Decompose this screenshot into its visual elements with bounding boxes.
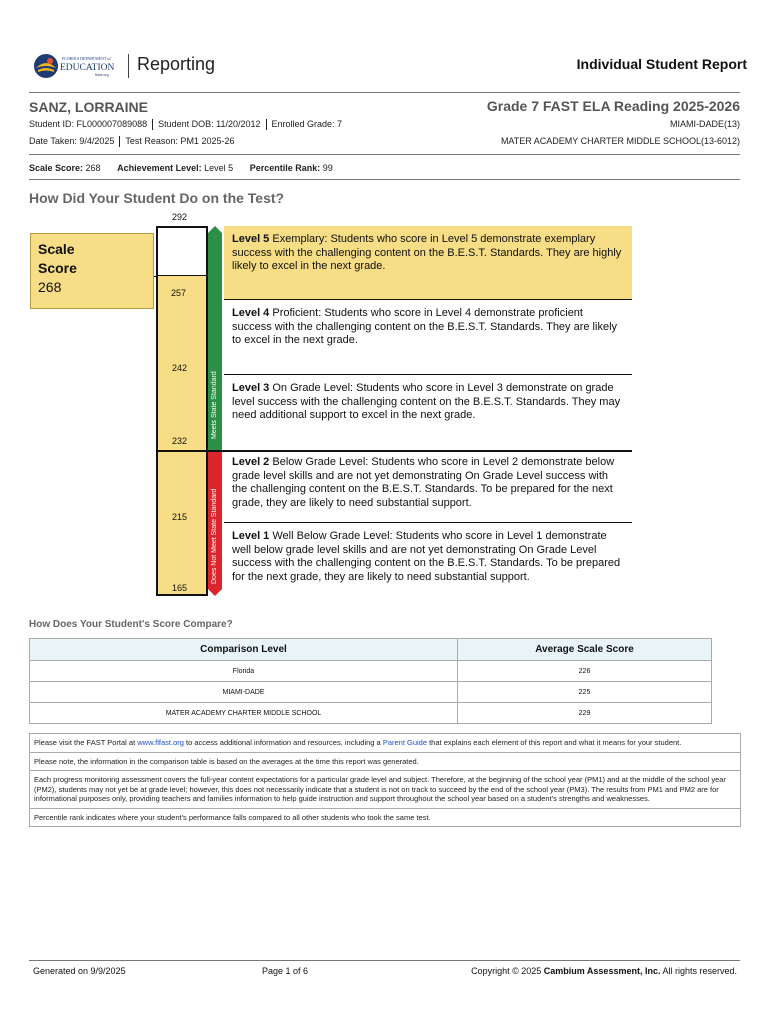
copyright-text: Copyright © 2025 xyxy=(471,966,544,976)
level-1-description xyxy=(224,523,632,584)
column-header: Average Scale Score xyxy=(458,639,712,661)
level-text: Well Below Grade Level: Students who score in Level 1 demonstrate well below grade level skills and are not yet demonstrating On Grade Level success with the challenging content on the B.E.S.T. Standards. To be prepared for the next grade, they are likely to need substantial support. xyxy=(232,530,621,583)
meets-arrow-icon xyxy=(208,226,222,233)
compare-title: How Does Your Student's Score Compare? xyxy=(29,619,233,630)
student-info-line xyxy=(29,119,342,130)
not-meets-standard-label: Does Not Meet State Standard xyxy=(211,488,218,584)
scale-mark: 215 xyxy=(172,512,188,522)
notes-box xyxy=(29,733,741,827)
fldoe-seal-icon xyxy=(33,52,125,80)
level-text: Proficient: Students who score in Level 4 demonstrate proficient success with the challenging content on the B.E.S.T. Standards. They are likely to excel in the next grade. xyxy=(232,307,618,346)
test-title: Grade 7 FAST ELA Reading 2025-2026 xyxy=(486,98,740,114)
fast-portal-link[interactable]: www.flfast.org xyxy=(137,738,184,747)
svg-text:EDUCATION: EDUCATION xyxy=(60,63,115,73)
date-taken: Date Taken: 9/4/2025 xyxy=(29,136,115,146)
scale-top-mark: 292 xyxy=(172,212,188,222)
table-header-row xyxy=(30,639,712,661)
fldoe-logo xyxy=(33,52,125,80)
note-text: Please visit the FAST Portal at xyxy=(34,738,138,747)
table-row xyxy=(30,703,712,724)
level-text: Exemplary: Students who score in Level 5 demonstrate exemplary success with the challenging content on the B.E.S.T. Standards. They are highly likely to excel in the next grade. xyxy=(232,233,622,272)
average-score-cell: 225 xyxy=(458,682,712,703)
report-type-title: Individual Student Report xyxy=(576,56,747,72)
level-text: Below Grade Level: Students who score in Level 2 demonstrate below grade level skills and are not yet demonstrating On Grade Level success with the challenging content on the B.E.S.T. Standards. To be prepared for the next grade, they are likely to need substantial support. xyxy=(232,456,615,509)
level-name: Level 1 xyxy=(232,530,270,542)
divider xyxy=(29,92,740,93)
scale-mark: 257 xyxy=(171,288,187,298)
achievement-level-value: Level 5 xyxy=(204,163,234,173)
copyright-text: All rights reserved. xyxy=(660,966,737,976)
test-reason: Test Reason: PM1 2025-26 xyxy=(125,136,235,146)
copyright xyxy=(471,966,737,976)
student-id: Student ID: FL000007089088 xyxy=(29,119,148,129)
section-title: How Did Your Student Do on the Test? xyxy=(29,190,285,206)
score-column-above xyxy=(158,228,206,275)
scale-mark: 165 xyxy=(172,583,188,593)
generated-date: Generated on 9/9/2025 xyxy=(33,966,126,976)
enrolled-grade: Enrolled Grade: 7 xyxy=(271,119,343,129)
achievement-level-label: Achievement Level: xyxy=(117,163,202,173)
note-portal xyxy=(29,733,741,752)
score-summary xyxy=(29,163,333,173)
average-score-cell: 229 xyxy=(458,703,712,724)
scale-mark: 232 xyxy=(172,436,188,446)
level-5-description xyxy=(224,226,632,299)
comparison-level-cell: MIAMI-DADE xyxy=(30,682,458,703)
level-2-description xyxy=(224,449,632,510)
comparison-table xyxy=(29,638,712,724)
comparison-level-cell: MATER ACADEMY CHARTER MIDDLE SCHOOL xyxy=(30,703,458,724)
level-4-description xyxy=(224,300,632,348)
scale-box-value: 268 xyxy=(38,279,62,295)
note-progress-monitoring: Each progress monitoring assessment covers the full-year content expectations for a particular grade level and subject. Therefore, at the beginning of the school year (PM1) and at the middle of the school year (PM2), students may not yet be at grade level; however, this does not necessarily indicate that a student is not on track to succeed by the end of the school year (PM3). The results from PM1 and PM2 are for informational purposes only, providing teachers and families information to help guide instruction and support throughout the school year based on a student's strengths and weaknesses. xyxy=(29,770,741,808)
student-name: SANZ, LORRAINE xyxy=(29,99,148,115)
svg-text:fldoe.org: fldoe.org xyxy=(95,73,109,77)
scale-mark: 242 xyxy=(172,363,188,373)
page-number: Page 1 of 6 xyxy=(262,966,309,976)
school: MATER ACADEMY CHARTER MIDDLE SCHOOL(13-6012) xyxy=(500,136,740,146)
meets-standard-bar xyxy=(208,233,222,450)
percentile-rank-label: Percentile Rank: xyxy=(249,163,321,173)
score-marker xyxy=(158,275,206,276)
scale-score-box xyxy=(30,233,154,309)
scale-score-label: Scale Score: xyxy=(29,163,84,173)
scale-box-label: Score xyxy=(38,260,77,276)
table-row xyxy=(30,661,712,682)
logo-separator xyxy=(128,54,129,78)
level-name: Level 2 xyxy=(232,456,270,468)
reporting-title: Reporting xyxy=(137,54,216,74)
level-name: Level 4 xyxy=(232,307,270,319)
not-meets-arrow-icon xyxy=(208,589,222,596)
table-row xyxy=(30,682,712,703)
test-info-line xyxy=(29,136,234,147)
parent-guide-link[interactable]: Parent Guide xyxy=(382,738,428,747)
student-dob: Student DOB: 11/20/2012 xyxy=(158,119,261,129)
scale-box-label: Scale xyxy=(38,241,75,257)
level-name: Level 5 xyxy=(232,233,270,245)
svg-text:FLORIDA DEPARTMENT of: FLORIDA DEPARTMENT of xyxy=(62,56,111,61)
score-column xyxy=(156,226,208,596)
average-score-cell: 226 xyxy=(458,661,712,682)
note-percentile: Percentile rank indicates where your student's performance falls compared to all other students who took the same test. xyxy=(29,808,741,828)
percentile-rank-value: 99 xyxy=(322,163,333,173)
comparison-level-cell: Florida xyxy=(30,661,458,682)
divider xyxy=(29,154,740,155)
district: MIAMI-DADE(13) xyxy=(669,119,740,129)
divider xyxy=(29,179,740,180)
level-3-description xyxy=(224,375,632,423)
copyright-company: Cambium Assessment, Inc. xyxy=(543,966,661,976)
level-text: On Grade Level: Students who score in Level 3 demonstrate on grade level success with the challenging content on the B.E.S.T. Standards. They may need additional support to excel in the next grade. xyxy=(232,382,621,421)
not-meets-standard-bar xyxy=(208,452,222,589)
scale-score-value: 268 xyxy=(85,163,101,173)
note-text: that explains each element of this report and what it means for your student. xyxy=(427,738,682,747)
note-comparison: Please note, the information in the comparison table is based on the averages at the time this report was generated. xyxy=(29,752,741,771)
meets-standard-label: Meets State Standard xyxy=(211,371,218,439)
footer-divider xyxy=(29,960,740,961)
note-text: to access additional information and resources, including a xyxy=(183,738,383,747)
level-name: Level 3 xyxy=(232,382,270,394)
column-header: Comparison Level xyxy=(30,639,458,661)
